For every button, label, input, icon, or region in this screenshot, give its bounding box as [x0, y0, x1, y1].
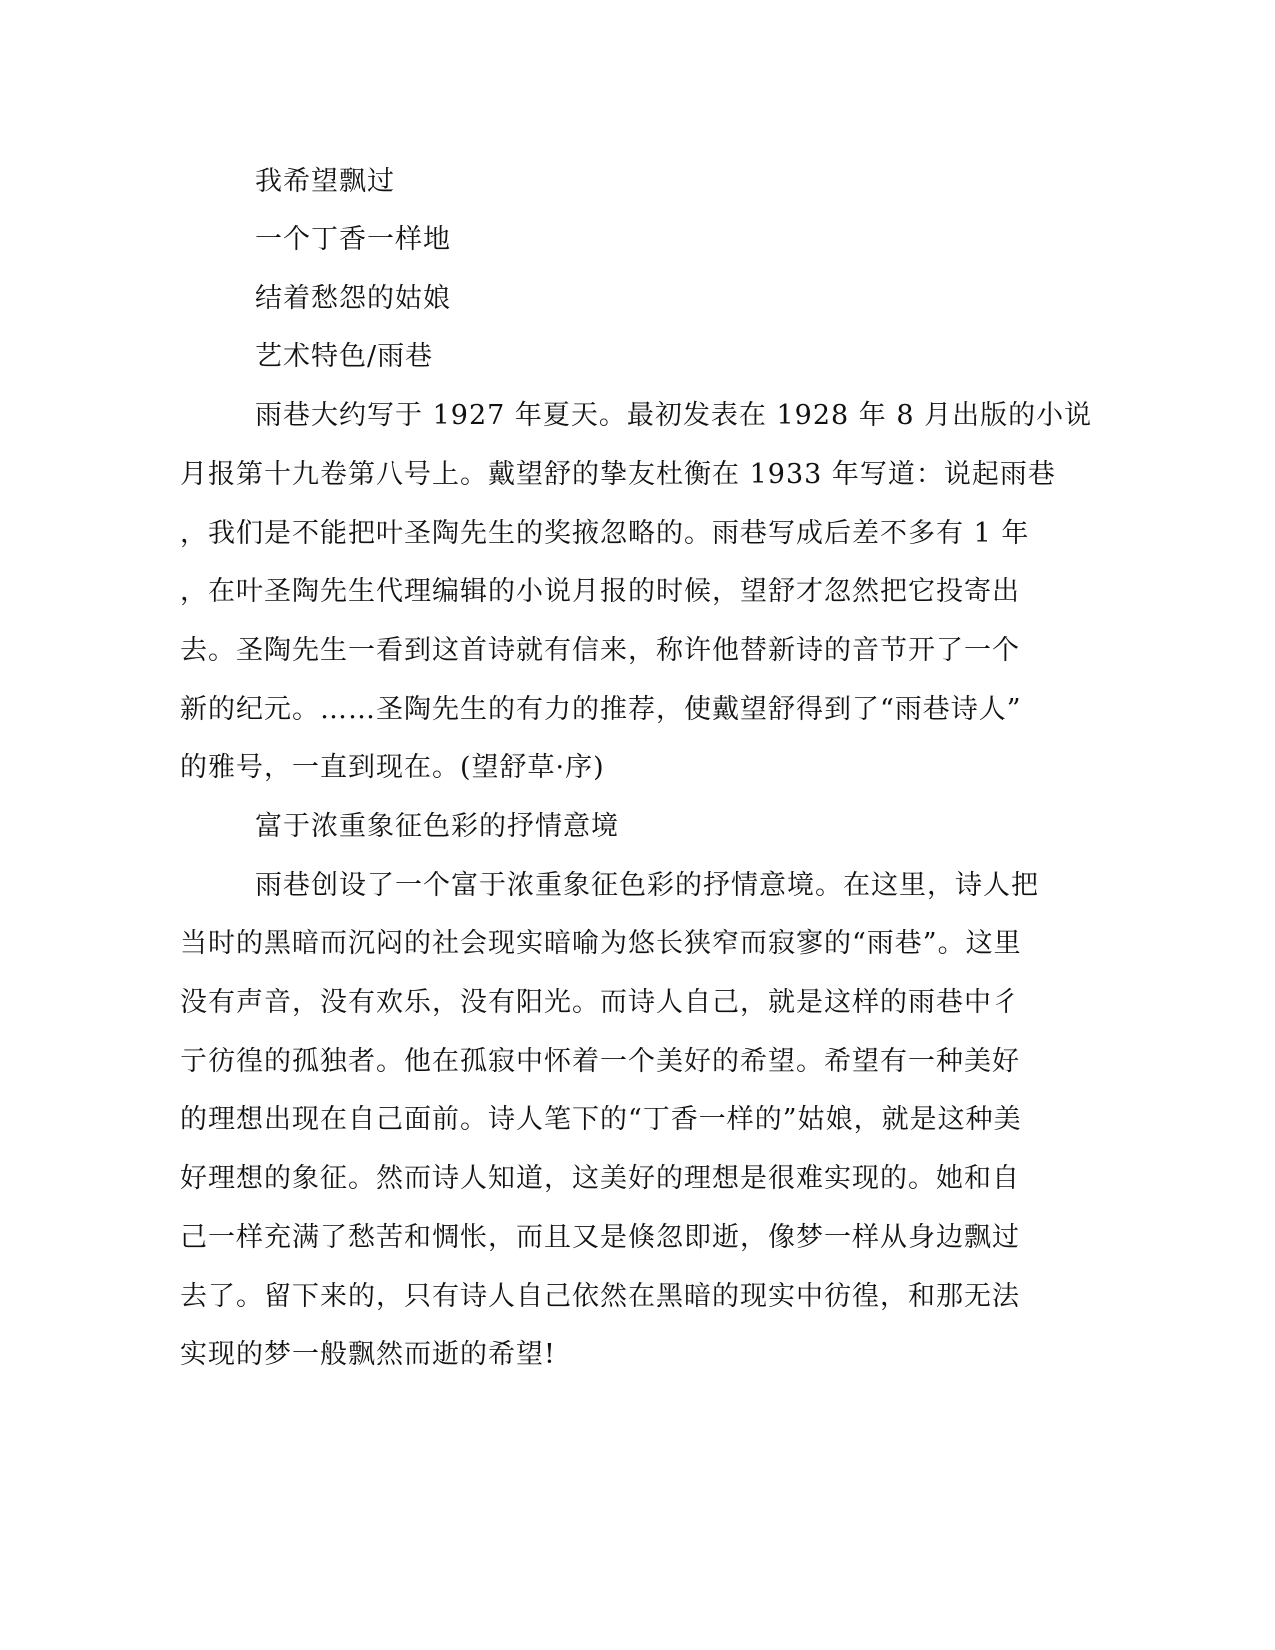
poem-line: 一个丁香一样地	[255, 224, 451, 255]
poem-line: 我希望飘过	[255, 166, 395, 197]
paragraph-line: 的雅号，一直到现在。(望舒草·序)	[180, 752, 605, 783]
paragraph-line: 好理想的象征。然而诗人知道，这美好的理想是很难实现的。她和自	[180, 1163, 1020, 1194]
paragraph-line: 新的纪元。……圣陶先生的有力的推荐，使戴望舒得到了“雨巷诗人”	[180, 694, 1022, 725]
paragraph-line: 当时的黑暗而沉闷的社会现实暗喻为悠长狭窄而寂寥的“雨巷”。这里	[180, 928, 1022, 959]
section-heading: 艺术特色/雨巷	[255, 341, 434, 372]
paragraph-line: 雨巷创设了一个富于浓重象征色彩的抒情意境。在这里，诗人把	[255, 870, 1039, 901]
poem-line: 结着愁怨的姑娘	[255, 283, 451, 314]
paragraph-line: 己一样充满了愁苦和惆怅，而且又是倏忽即逝，像梦一样从身边飘过	[180, 1222, 1020, 1253]
paragraph-line: 的理想出现在自己面前。诗人笔下的“丁香一样的”姑娘，就是这种美	[180, 1104, 1022, 1135]
paragraph-line: ，我们是不能把叶圣陶先生的奖掖忽略的。雨巷写成后差不多有 1 年	[180, 518, 1030, 549]
section-heading: 富于浓重象征色彩的抒情意境	[255, 811, 619, 842]
paragraph-line: 亍彷徨的孤独者。他在孤寂中怀着一个美好的希望。希望有一种美好	[180, 1046, 1020, 1077]
paragraph-line: 雨巷大约写于 1927 年夏天。最初发表在 1928 年 8 月出版的小说	[255, 400, 1093, 431]
paragraph-line: ，在叶圣陶先生代理编辑的小说月报的时候，望舒才忽然把它投寄出	[180, 576, 1020, 607]
paragraph-line: 去了。留下来的，只有诗人自己依然在黑暗的现实中彷徨，和那无法	[180, 1281, 1020, 1312]
paragraph-line: 月报第十九卷第八号上。戴望舒的挚友杜衡在 1933 年写道：说起雨巷	[180, 459, 1056, 490]
paragraph-line: 没有声音，没有欢乐，没有阳光。而诗人自己，就是这样的雨巷中彳	[180, 987, 1020, 1018]
paragraph-line: 实现的梦一般飘然而逝的希望!	[180, 1339, 556, 1370]
paragraph-line: 去。圣陶先生一看到这首诗就有信来，称许他替新诗的音节开了一个	[180, 635, 1020, 666]
